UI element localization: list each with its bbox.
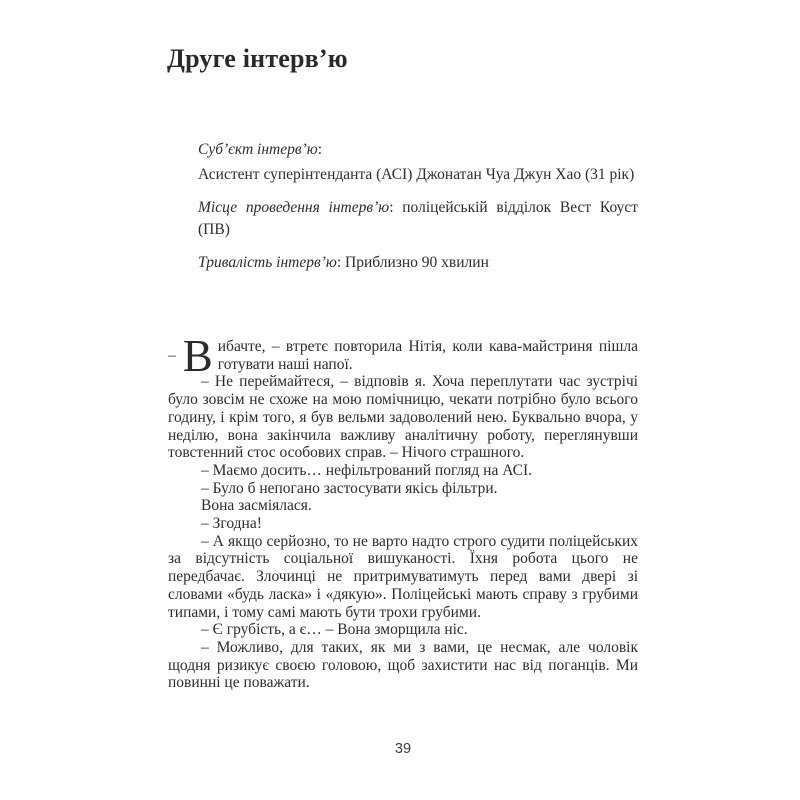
duration-label-text: Тривалість інтерв’ю	[198, 254, 337, 271]
page-number: 39	[394, 741, 412, 757]
location-label-colon: :	[389, 199, 394, 216]
drop-cap: В	[182, 331, 213, 381]
location-value: поліцейській відділок Вест Коуст (ПВ)	[198, 199, 639, 238]
page-title: Друге інтерв’ю	[167, 44, 348, 73]
paragraph: – Не переймайтеся, – відповів я. Хоча переплутати час зустрічі було зовсім не схоже на мою помічницю, чекати потрібно було всього годину, і крім того, я був вельми задоволений нею. Буквально вчора, у неділю, вона закінчила важливу аналітичну роботу, переглянувши товстенний стос особових справ. – Нічого страшного.	[168, 373, 638, 462]
opening-dash: –	[168, 347, 176, 364]
paragraph: – Було б непогано застосувати якісь фільтри.	[201, 479, 498, 497]
metadata-duration	[198, 252, 638, 274]
paragraph: – Є грубість, а є… – Вона зморщила ніс.	[201, 621, 468, 639]
metadata-subject-value: Асистент суперінтенданта (АСІ) Джонатан Чуа Джун Хао (31 рік)	[198, 166, 635, 183]
interview-metadata	[198, 139, 638, 285]
body-text	[168, 331, 638, 692]
paragraph: – Маємо досить… нефільтрований погляд на АСІ.	[201, 461, 533, 479]
subject-label-text: Суб’єкт інтерв’ю	[198, 141, 318, 158]
subject-label-colon: :	[317, 141, 322, 158]
paragraph-opening	[168, 331, 638, 381]
metadata-subject-label	[198, 139, 638, 161]
duration-value: Приблизно 90 хвилин	[345, 254, 489, 271]
location-label-text: Місце проведення інтерв’ю	[198, 199, 390, 216]
paragraph: Вона засміялася.	[201, 497, 312, 515]
paragraph: – Згодна!	[201, 515, 262, 533]
paragraph: – А якщо серйозно, то не варто надто строго судити поліцейських за відсутність соціальної вишуканості. Їхня робота цього не передбачає. Злочинці не притримуватимуть перед вами двері зі словами «будь ласка» і «дякую». Поліцейські мають справу з грубими типами, і тому самі мають бути трохи грубими.	[168, 532, 638, 621]
opening-text: ибачте, – втретє повторила Нітія, коли кава-майстриня пішла готувати наші напої.	[217, 338, 638, 373]
metadata-location	[198, 197, 638, 241]
paragraph: – Можливо, для таких, як ми з вами, це несмак, але чоловік щодня ризикує своєю головою, щоб захистити нас від поганців. Ми повинні це поважати.	[168, 638, 638, 692]
duration-label-colon: :	[336, 254, 342, 271]
